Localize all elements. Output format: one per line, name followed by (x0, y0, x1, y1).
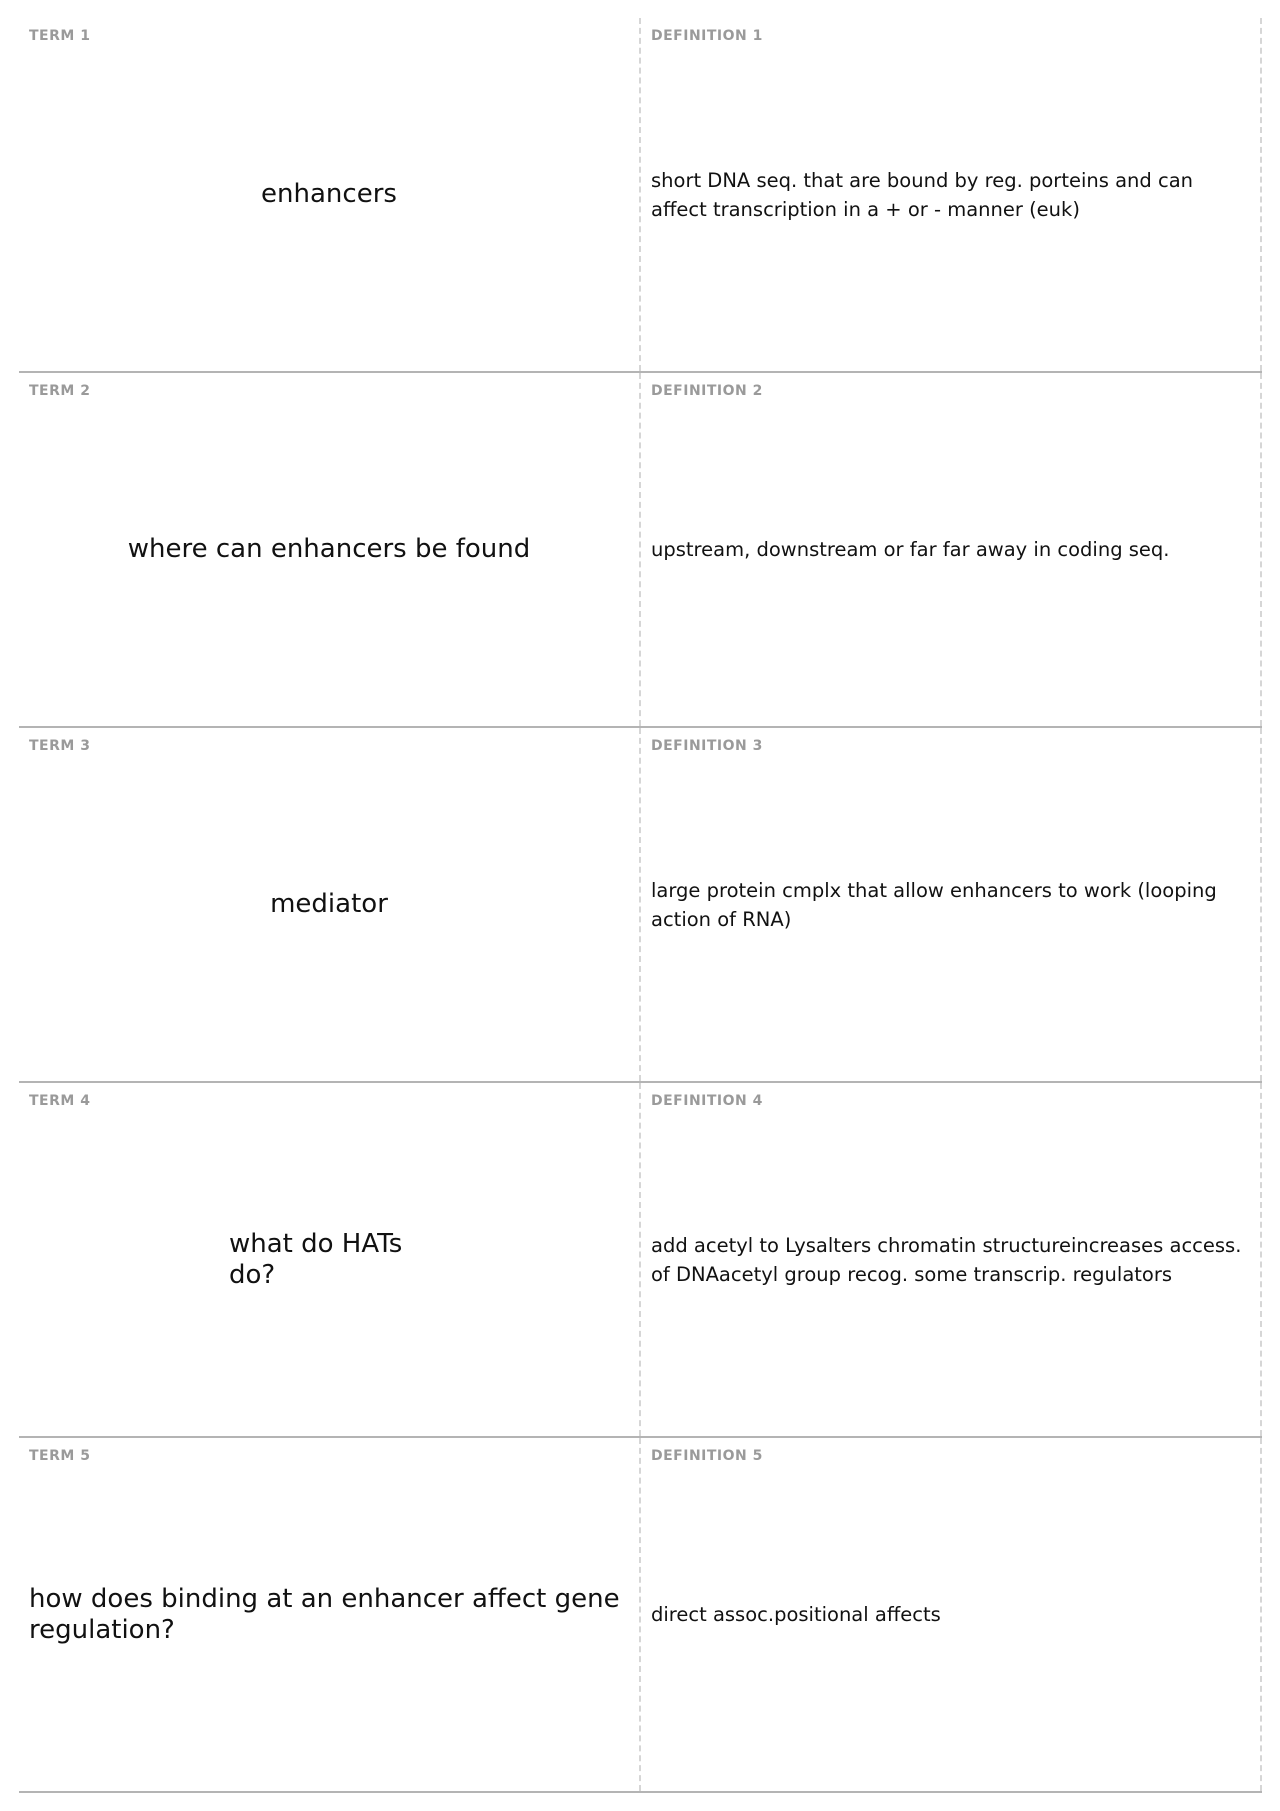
card-row-5 (19, 1438, 1262, 1793)
definition-text (651, 728, 1248, 1081)
term-label: TERM 4 (29, 1093, 91, 1109)
definition-cell (641, 1083, 1262, 1436)
definition-text (651, 1083, 1248, 1436)
definition-value: upstream, downstream or far far away in coding seq. (651, 538, 1170, 561)
definition-value: large protein cmplx that allow enhancers to work (looping action of RNA) (651, 878, 1217, 931)
flashcard-sheet (19, 18, 1262, 1793)
definition-cell (641, 1438, 1262, 1791)
definition-cell (641, 728, 1262, 1081)
definition-text (651, 1438, 1248, 1791)
definition-label: DEFINITION 4 (651, 1093, 763, 1109)
term-value: what do HATs do? (229, 1228, 403, 1290)
definition-label: DEFINITION 2 (651, 383, 763, 399)
definition-label: DEFINITION 5 (651, 1448, 763, 1464)
term-cell (19, 373, 641, 726)
term-cell (19, 1438, 641, 1791)
term-value: mediator (270, 889, 388, 919)
term-text (29, 1438, 629, 1791)
term-value: where can enhancers be found (127, 534, 531, 564)
term-text (29, 18, 629, 371)
term-text (29, 373, 629, 726)
term-label: TERM 2 (29, 383, 91, 399)
term-label: TERM 5 (29, 1448, 91, 1464)
term-label: TERM 3 (29, 738, 91, 754)
definition-label: DEFINITION 1 (651, 28, 763, 44)
term-cell (19, 1083, 641, 1436)
term-cell (19, 18, 641, 371)
definition-value: add acetyl to Lysalters chromatin structureincreases access. of DNAacetyl group recog. some transcrip. regulators (651, 1233, 1242, 1286)
term-value: enhancers (261, 179, 397, 209)
card-row-4 (19, 1083, 1262, 1438)
definition-cell (641, 18, 1262, 371)
definition-value: short DNA seq. that are bound by reg. porteins and can affect transcription in a + or - manner (euk) (651, 168, 1194, 221)
term-label: TERM 1 (29, 28, 91, 44)
term-value: how does binding at an enhancer affect gene regulation? (29, 1583, 620, 1645)
term-cell (19, 728, 641, 1081)
definition-text (651, 18, 1248, 371)
definition-text (651, 373, 1248, 726)
card-row-2 (19, 373, 1262, 728)
card-row-1 (19, 18, 1262, 373)
term-text (29, 1083, 629, 1436)
definition-value: direct assoc.positional affects (651, 1603, 941, 1626)
card-row-3 (19, 728, 1262, 1083)
definition-label: DEFINITION 3 (651, 738, 763, 754)
term-text (29, 728, 629, 1081)
definition-cell (641, 373, 1262, 726)
